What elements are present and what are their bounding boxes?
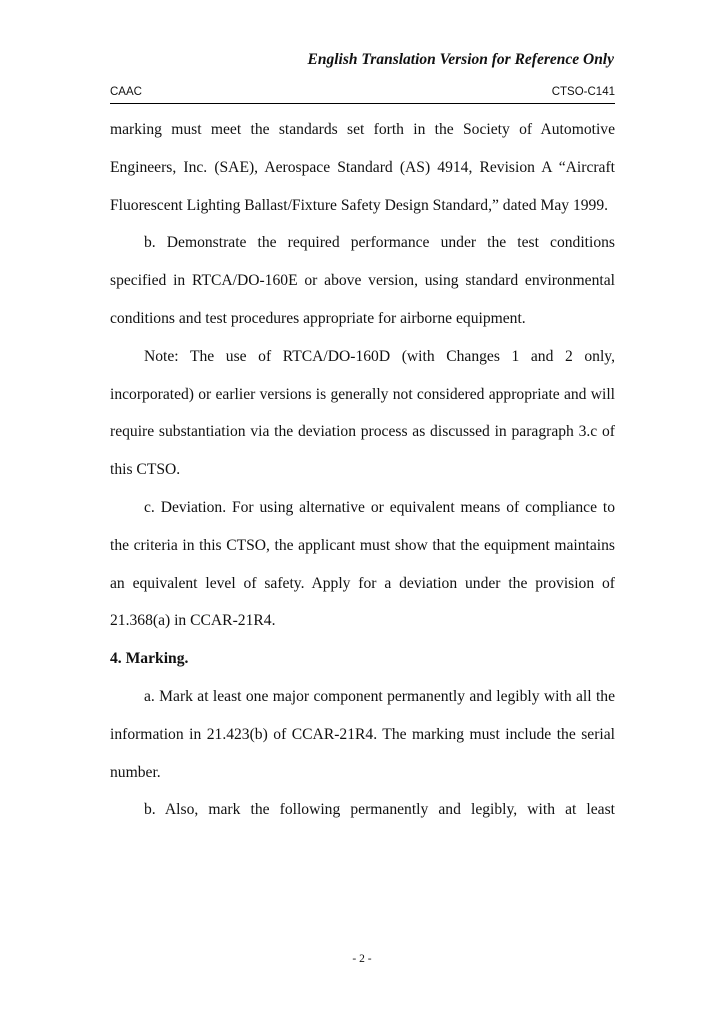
paragraph-4a: a. Mark at least one major component permanently and legibly with all the information in 21.423(b) of CCAR-21R4. The marking must include the serial number. (110, 687, 615, 781)
paragraph-note: Note: The use of RTCA/DO-160D (with Changes 1 and 2 only, incorporated) or earlier versions is generally not considered appropriate and will require substantiation via the deviation process as discussed in paragraph 3.c of this CTSO. (110, 347, 615, 479)
paragraph-3c: c. Deviation. For using alternative or equivalent means of compliance to the criteria in this CTSO, the applicant must show that the equipment maintains an equivalent level of safety. Apply for a deviation under the provision of 21.368(a) in CCAR-21R4. (110, 498, 615, 630)
paragraph-continuation: marking must meet the standards set forth in the Society of Automotive Engineers, Inc. (SAE), Aerospace Standard (AS) 4914, Revision A “Aircraft Fluorescent Lighting Ballast/Fixture Safety Design Standard,” dated May 1999. (110, 121, 615, 214)
header-organization: CAAC (110, 86, 142, 98)
document-body (110, 111, 615, 829)
translation-notice: English Translation Version for Reference Only (307, 51, 614, 68)
paragraph-3b: b. Demonstrate the required performance under the test conditions specified in RTCA/DO-160E or above version, using standard environmental conditions and test procedures appropriate for airborne equipment. (110, 234, 615, 327)
paragraph-4b: b. Also, mark the following permanently and legibly, with at least (144, 801, 615, 819)
section-heading-marking: 4. Marking. (110, 650, 189, 668)
header-document-id: CTSO-C141 (551, 86, 615, 98)
running-header (110, 86, 615, 104)
page-number: - 2 - (352, 953, 372, 965)
